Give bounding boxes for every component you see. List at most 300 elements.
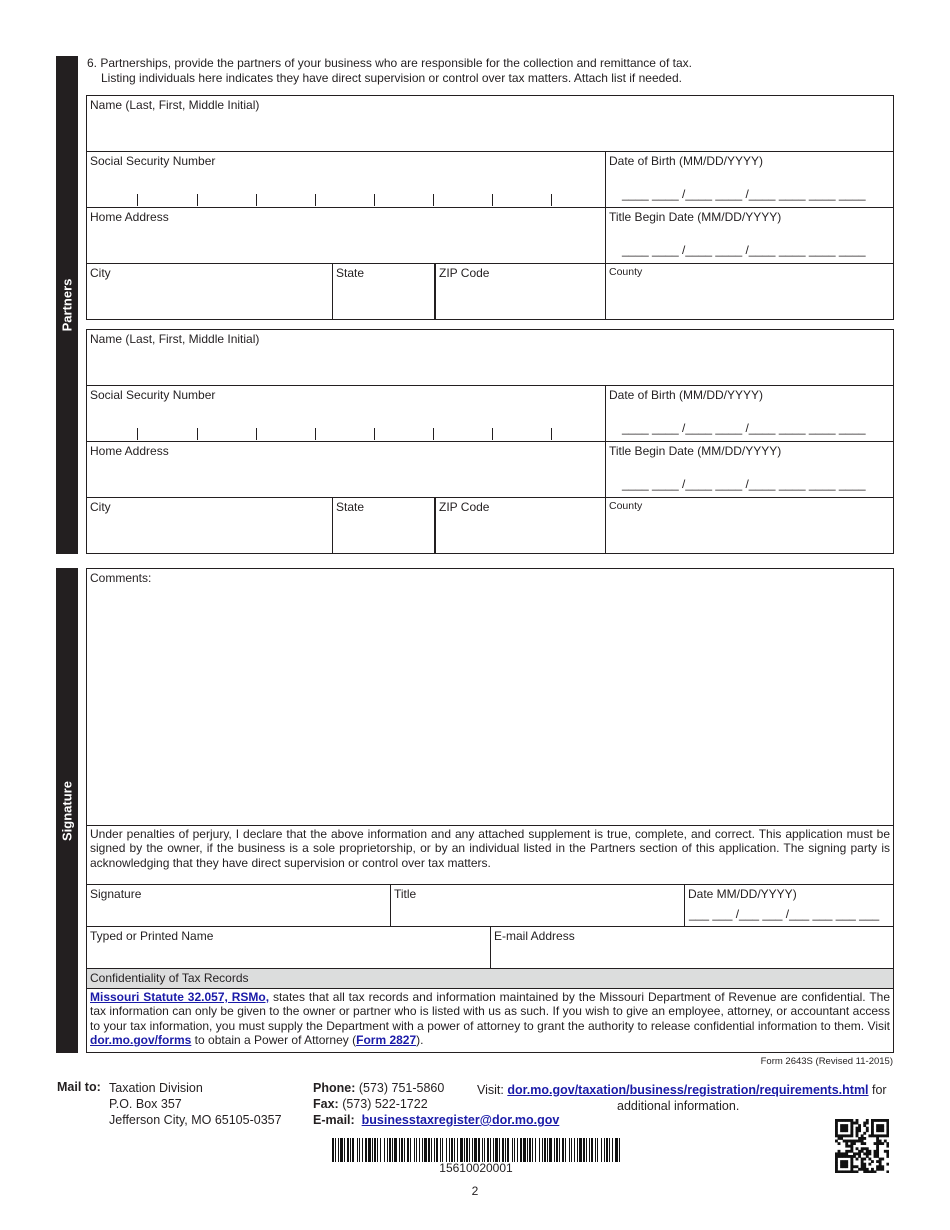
signature-date-label: Date MM/DD/YYYY) — [688, 887, 797, 901]
qr-module — [866, 1127, 869, 1130]
email-link[interactable]: businesstaxregister@dor.mo.gov — [361, 1113, 560, 1127]
partner-1-city-field[interactable] — [87, 264, 333, 319]
qr-module — [850, 1124, 853, 1127]
barcode-bar — [335, 1138, 336, 1162]
partner-1-address-field[interactable] — [87, 208, 606, 264]
barcode-bar — [419, 1138, 420, 1162]
visit-info — [477, 1082, 897, 1114]
qr-module — [840, 1124, 843, 1127]
qr-module — [850, 1142, 853, 1145]
zip-label: ZIP Code — [439, 500, 490, 514]
qr-module — [838, 1119, 841, 1122]
barcode-bar — [338, 1138, 339, 1162]
qr-module — [856, 1134, 859, 1137]
barcode-bar — [559, 1138, 560, 1162]
qr-module — [843, 1170, 846, 1173]
form-id: Form 2643S (Revised 11-2015) — [760, 1056, 893, 1067]
qr-module — [835, 1134, 838, 1137]
qr-module — [838, 1170, 841, 1173]
qr-module — [868, 1158, 871, 1161]
barcode-bar — [350, 1138, 351, 1162]
qr-module — [838, 1142, 841, 1145]
qr-module — [835, 1124, 838, 1127]
qr-module — [843, 1134, 846, 1137]
qr-module — [840, 1127, 843, 1130]
qr-module — [850, 1132, 853, 1135]
barcode-bar — [434, 1138, 435, 1162]
qr-module — [845, 1134, 848, 1137]
comments-field[interactable] — [87, 569, 893, 826]
barcode-bar — [529, 1138, 531, 1162]
barcode-bar — [549, 1138, 552, 1162]
barcode-bar — [442, 1138, 443, 1162]
qr-module — [840, 1134, 843, 1137]
mail-address — [109, 1080, 282, 1128]
qr-module — [853, 1140, 856, 1143]
barcode-bar — [352, 1138, 354, 1162]
qr-module — [881, 1129, 884, 1132]
forms-link[interactable]: dor.mo.gov/forms — [90, 1033, 192, 1048]
qr-module — [881, 1142, 884, 1145]
qr-module — [863, 1142, 866, 1145]
qr-module — [861, 1147, 864, 1150]
email-label: E-mail: — [313, 1113, 355, 1127]
partner-2-county-field[interactable] — [606, 498, 893, 553]
qr-module — [879, 1140, 882, 1143]
qr-module — [881, 1158, 884, 1161]
barcode-bar — [514, 1138, 515, 1162]
barcode-bar — [535, 1138, 536, 1162]
qr-module — [876, 1140, 879, 1143]
partner-block-2 — [86, 329, 894, 554]
email-address-field[interactable] — [491, 927, 893, 969]
qr-module — [879, 1160, 882, 1163]
qr-module — [843, 1124, 846, 1127]
barcode-bar — [532, 1138, 533, 1162]
partner-1-ssn-field[interactable] — [87, 152, 606, 208]
qr-module — [863, 1158, 866, 1161]
barcode-bar — [604, 1138, 605, 1162]
declaration-text: Under penalties of perjury, I declare that the above information and any attached supplement is true, complete, and correct. This application must be signed by the owner, if the business is a sole proprietorship, or by an individual listed in the Partners section of this application. The signing party is acknowledging that they have direct supervision or control over tax matters. — [90, 827, 890, 870]
qr-module — [884, 1140, 887, 1143]
qr-module — [866, 1119, 869, 1122]
barcode-bar — [464, 1138, 465, 1162]
qr-module — [845, 1124, 848, 1127]
qr-module — [886, 1155, 889, 1158]
state-label: State — [336, 266, 365, 280]
qr-code-image — [835, 1119, 889, 1173]
qr-module — [840, 1137, 843, 1140]
address-line-2: P.O. Box 357 — [109, 1097, 182, 1111]
qr-module — [886, 1152, 889, 1155]
barcode-bar — [583, 1138, 585, 1162]
qr-module — [874, 1142, 877, 1145]
partner-2-name-field[interactable] — [87, 330, 893, 386]
qr-module — [866, 1122, 869, 1125]
qr-module — [881, 1165, 884, 1168]
partners-sidebar — [56, 56, 78, 554]
barcode-bar — [606, 1138, 608, 1162]
section-6-line-1: 6. Partnerships, provide the partners of your business who are responsible for the collection and remittance of tax. — [87, 56, 692, 70]
visit-label: Visit: — [477, 1083, 508, 1097]
qr-module — [845, 1155, 848, 1158]
title-date-label: Title Begin Date (MM/DD/YYYY) — [609, 210, 782, 224]
qr-module — [856, 1119, 859, 1122]
county-label: County — [609, 266, 643, 278]
qr-module — [871, 1122, 874, 1125]
qr-module — [884, 1119, 887, 1122]
qr-module — [848, 1134, 851, 1137]
qr-module — [858, 1168, 861, 1171]
barcode-bar — [478, 1138, 480, 1162]
partner-2-address-field[interactable] — [87, 442, 606, 498]
qr-module — [876, 1160, 879, 1163]
qr-module — [863, 1137, 866, 1140]
qr-module — [848, 1150, 851, 1153]
barcode-bar — [523, 1138, 526, 1162]
qr-module — [840, 1165, 843, 1168]
barcode-bar — [428, 1138, 430, 1162]
barcode-bar — [344, 1138, 345, 1162]
signature-date-blanks: ___ ___ /___ ___ /___ ___ ___ ___ — [689, 907, 880, 921]
qr-module — [850, 1160, 853, 1163]
qr-module — [876, 1137, 879, 1140]
qr-module — [871, 1168, 874, 1171]
title-date-blanks: ____ ____ /____ ____ /____ ____ ____ ____ — [622, 477, 866, 491]
qr-module — [874, 1119, 877, 1122]
qr-module — [881, 1124, 884, 1127]
qr-module — [879, 1129, 882, 1132]
partner-2-ssn-field[interactable] — [87, 386, 606, 442]
form-2827-link[interactable]: Form 2827 — [356, 1033, 417, 1048]
qr-module — [848, 1140, 851, 1143]
partner-1-state-field[interactable] — [333, 264, 435, 319]
barcode-bar — [591, 1138, 593, 1162]
partner-2-title-date-field[interactable] — [606, 442, 893, 498]
qr-module — [866, 1150, 869, 1153]
signature-section — [86, 568, 894, 1053]
statute-link[interactable]: Missouri Statute 32.057, RSMo, — [90, 990, 270, 1004]
address-label: Home Address — [90, 210, 169, 224]
qr-module — [845, 1163, 848, 1166]
qr-module — [863, 1170, 866, 1173]
partner-1-county-field[interactable] — [606, 264, 893, 319]
qr-module — [850, 1168, 853, 1171]
barcode-bar — [431, 1138, 432, 1162]
barcode-bar — [365, 1138, 367, 1162]
barcode-bar — [569, 1138, 570, 1162]
barcode-bar — [577, 1138, 578, 1162]
qr-module — [871, 1129, 874, 1132]
qr-module — [871, 1124, 874, 1127]
barcode-bar — [377, 1138, 378, 1162]
barcode-bar — [392, 1138, 393, 1162]
qr-module — [868, 1134, 871, 1137]
qr-module — [866, 1152, 869, 1155]
partner-1-name-field[interactable] — [87, 96, 893, 152]
qr-module — [879, 1124, 882, 1127]
qr-module — [876, 1168, 879, 1171]
dob-label: Date of Birth (MM/DD/YYYY) — [609, 388, 764, 402]
qr-module — [863, 1147, 866, 1150]
qr-module — [858, 1129, 861, 1132]
qr-module — [835, 1155, 838, 1158]
barcode-bar — [562, 1138, 564, 1162]
qr-module — [858, 1155, 861, 1158]
barcode-bar — [495, 1138, 498, 1162]
barcode-bar — [404, 1138, 405, 1162]
qr-module — [863, 1165, 866, 1168]
barcode-bar — [384, 1138, 385, 1162]
partner-2-zip-field[interactable] — [435, 498, 606, 553]
zip-label: ZIP Code — [439, 266, 490, 280]
qr-module — [850, 1147, 853, 1150]
qr-module — [886, 1124, 889, 1127]
qr-module — [861, 1160, 864, 1163]
county-label: County — [609, 500, 643, 512]
qr-module — [856, 1127, 859, 1130]
barcode-bar — [394, 1138, 397, 1162]
barcode-bar — [619, 1138, 620, 1162]
barcode-bar — [586, 1138, 587, 1162]
qr-module — [853, 1152, 856, 1155]
qr-module — [868, 1152, 871, 1155]
qr-module — [886, 1119, 889, 1122]
barcode-bar — [472, 1138, 473, 1162]
partner-1-title-date-field[interactable] — [606, 208, 893, 264]
qr-module — [886, 1122, 889, 1125]
qr-module — [874, 1134, 877, 1137]
barcode-bar — [457, 1138, 458, 1162]
qr-module — [886, 1163, 889, 1166]
qr-module — [861, 1158, 864, 1161]
qr-module — [876, 1150, 879, 1153]
qr-module — [840, 1163, 843, 1166]
qr-module — [858, 1140, 861, 1143]
name-label: Name (Last, First, Middle Initial) — [90, 98, 260, 112]
qr-module — [886, 1132, 889, 1135]
qr-module — [866, 1147, 869, 1150]
qr-module — [863, 1163, 866, 1166]
qr-module — [835, 1152, 838, 1155]
qr-module — [835, 1170, 838, 1173]
qr-module — [886, 1150, 889, 1153]
qr-module — [871, 1170, 874, 1173]
barcode-bar — [482, 1138, 483, 1162]
qr-module — [871, 1119, 874, 1122]
qr-module — [881, 1127, 884, 1130]
barcode-bar — [597, 1138, 598, 1162]
partner-1-dob-field[interactable] — [606, 152, 893, 208]
barcode-bar — [571, 1138, 572, 1162]
qr-module — [845, 1127, 848, 1130]
qr-module — [871, 1134, 874, 1137]
qr-module — [886, 1127, 889, 1130]
qr-module — [861, 1163, 864, 1166]
requirements-link[interactable]: dor.mo.gov/taxation/business/registration/requirements.html — [507, 1083, 869, 1097]
partner-2-dob-field[interactable] — [606, 386, 893, 442]
barcode-bar — [368, 1138, 371, 1162]
barcode-bar — [565, 1138, 566, 1162]
qr-module — [861, 1168, 864, 1171]
barcode-bar — [401, 1138, 403, 1162]
partner-2-city-field[interactable] — [87, 498, 333, 553]
qr-module — [848, 1145, 851, 1148]
signature-field[interactable] — [87, 885, 391, 927]
title-label: Title — [394, 887, 417, 901]
qr-module — [856, 1170, 859, 1173]
qr-module — [886, 1170, 889, 1173]
qr-module — [879, 1165, 882, 1168]
qr-module — [845, 1119, 848, 1122]
qr-module — [876, 1124, 879, 1127]
barcode-bar — [389, 1138, 391, 1162]
barcode-bar — [440, 1138, 441, 1162]
qr-module — [850, 1150, 853, 1153]
qr-module — [850, 1145, 853, 1148]
qr-module — [850, 1140, 853, 1143]
qr-module — [845, 1129, 848, 1132]
confidentiality-text — [90, 990, 890, 1048]
qr-module — [866, 1168, 869, 1171]
dob-label: Date of Birth (MM/DD/YYYY) — [609, 154, 764, 168]
barcode-bar — [487, 1138, 489, 1162]
address-line-3: Jefferson City, MO 65105-0357 — [109, 1113, 282, 1127]
qr-module — [853, 1155, 856, 1158]
qr-module — [838, 1155, 841, 1158]
qr-module — [874, 1152, 877, 1155]
qr-module — [876, 1152, 879, 1155]
qr-module — [879, 1134, 882, 1137]
qr-module — [856, 1129, 859, 1132]
visit-line — [477, 1082, 897, 1098]
qr-module — [863, 1132, 866, 1135]
qr-module — [835, 1165, 838, 1168]
barcode-bar — [556, 1138, 558, 1162]
qr-module — [840, 1170, 843, 1173]
barcode-bar — [449, 1138, 450, 1162]
barcode-bar — [451, 1138, 453, 1162]
qr-module — [879, 1158, 882, 1161]
perjury-declaration — [87, 826, 893, 885]
barcode-bar — [544, 1138, 546, 1162]
qr-module — [856, 1158, 859, 1161]
qr-module — [884, 1150, 887, 1153]
qr-module — [850, 1127, 853, 1130]
signature-sidebar — [56, 568, 78, 1053]
barcode-bar — [372, 1138, 373, 1162]
city-label: City — [90, 266, 111, 280]
barcode-bar — [340, 1138, 343, 1162]
qr-module — [871, 1160, 874, 1163]
qr-module — [838, 1152, 841, 1155]
barcode-bar — [474, 1138, 477, 1162]
barcode-bar — [589, 1138, 590, 1162]
barcode-bar — [517, 1138, 518, 1162]
qr-module — [848, 1155, 851, 1158]
qr-module — [881, 1168, 884, 1171]
qr-module — [845, 1142, 848, 1145]
qr-module — [856, 1165, 859, 1168]
barcode-bar — [505, 1138, 506, 1162]
barcode-bar — [595, 1138, 596, 1162]
email-address-label: E-mail Address — [494, 929, 575, 943]
qr-module — [874, 1150, 877, 1153]
barcode-bar — [454, 1138, 455, 1162]
qr-module — [876, 1134, 879, 1137]
visit-for: for — [868, 1083, 887, 1097]
qr-module — [838, 1134, 841, 1137]
qr-module — [861, 1137, 864, 1140]
barcode-bar — [499, 1138, 500, 1162]
partner-block-1 — [86, 95, 894, 320]
qr-module — [848, 1119, 851, 1122]
fax-number: (573) 522-1722 — [342, 1097, 428, 1111]
qr-module — [861, 1140, 864, 1143]
qr-module — [843, 1152, 846, 1155]
qr-module — [853, 1170, 856, 1173]
qr-module — [840, 1155, 843, 1158]
qr-module — [879, 1127, 882, 1130]
qr-module — [886, 1134, 889, 1137]
qr-module — [835, 1122, 838, 1125]
qr-module — [863, 1152, 866, 1155]
qr-module — [840, 1129, 843, 1132]
barcode-bar — [446, 1138, 447, 1162]
confidentiality-body: states that all tax records and information maintained by the Missouri Department of Revenue are confidential. The tax information can only be given to the owner or partner who is listed with us as such. If you wish to give an employee, attorney, or accountant access to your tax information, you must supply the Department with a power of attorney to grant the authority to release confidential information to them. Visit — [90, 990, 890, 1033]
qr-module — [866, 1170, 869, 1173]
qr-module — [838, 1150, 841, 1153]
city-label: City — [90, 500, 111, 514]
qr-module — [845, 1145, 848, 1148]
poa-end: ). — [416, 1033, 424, 1048]
printed-name-label: Typed or Printed Name — [90, 929, 214, 943]
qr-module — [863, 1122, 866, 1125]
qr-module — [835, 1129, 838, 1132]
barcode-number: 15610020001 — [439, 1161, 513, 1175]
mail-to-label: Mail to: — [57, 1080, 101, 1094]
printed-name-field[interactable] — [87, 927, 491, 969]
signature-sidebar-label: Signature — [59, 780, 75, 841]
qr-module — [858, 1127, 861, 1130]
qr-module — [853, 1122, 856, 1125]
qr-module — [835, 1158, 838, 1161]
barcode-bar — [484, 1138, 485, 1162]
phone-label: Phone: — [313, 1081, 356, 1095]
partner-1-zip-field[interactable] — [435, 264, 606, 319]
confidentiality-header — [87, 969, 893, 989]
signature-date-field[interactable] — [685, 885, 893, 927]
qr-module — [868, 1170, 871, 1173]
visit-more: additional information. — [617, 1099, 740, 1113]
qr-module — [843, 1163, 846, 1166]
qr-module — [848, 1170, 851, 1173]
qr-module — [876, 1142, 879, 1145]
barcode-bar — [507, 1138, 509, 1162]
title-field[interactable] — [391, 885, 685, 927]
barcode-bar — [539, 1138, 540, 1162]
qr-module — [856, 1140, 859, 1143]
partner-2-state-field[interactable] — [333, 498, 435, 553]
qr-module — [850, 1165, 853, 1168]
dob-blanks: ____ ____ /____ ____ /____ ____ ____ ____ — [622, 421, 866, 435]
qr-module — [835, 1168, 838, 1171]
barcode-bar — [466, 1138, 468, 1162]
qr-module — [879, 1142, 882, 1145]
barcode-bar — [601, 1138, 602, 1162]
qr-module — [843, 1119, 846, 1122]
qr-module — [861, 1142, 864, 1145]
